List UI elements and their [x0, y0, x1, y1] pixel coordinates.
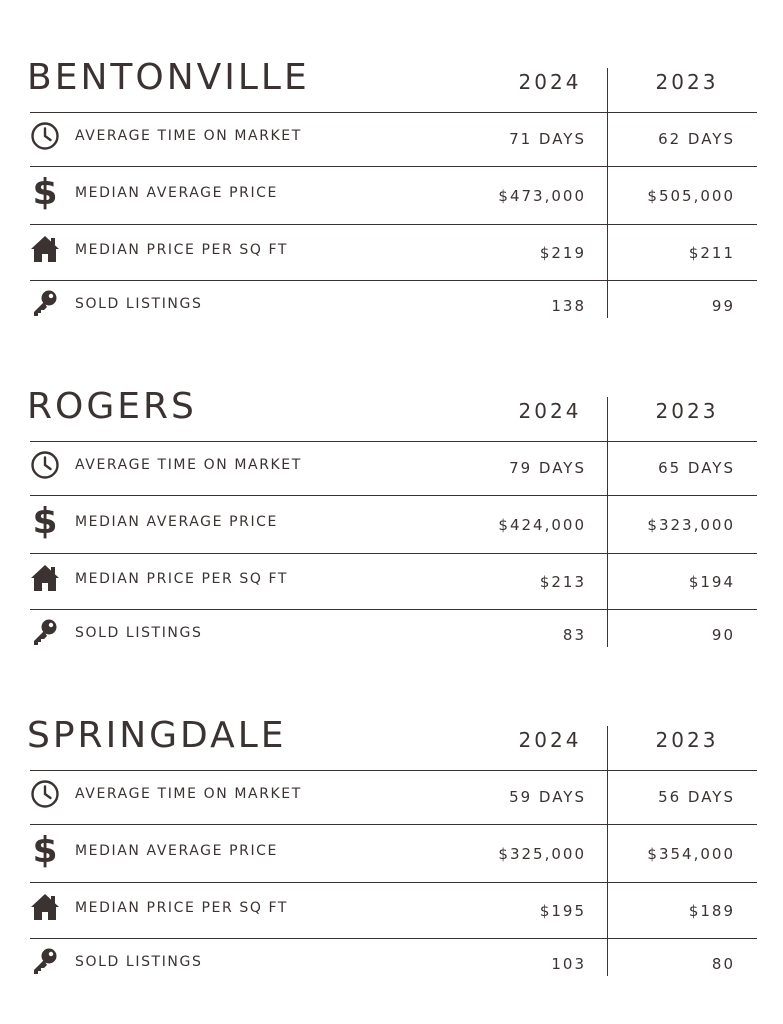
- stat-label: MEDIAN PRICE PER SQ FT: [75, 900, 289, 916]
- stat-value-current: $325,000: [498, 845, 586, 863]
- svg-text:$: $: [32, 831, 58, 869]
- stat-row-time-on-market: [0, 113, 783, 169]
- stat-label: SOLD LISTINGS: [75, 625, 203, 641]
- section-bentonville: [0, 57, 783, 320]
- stat-value-previous: 65 DAYS: [658, 459, 735, 477]
- dollar-icon: [28, 833, 62, 867]
- stat-value-previous: 99: [711, 297, 735, 315]
- stat-value-current: $473,000: [498, 187, 586, 205]
- clock-icon: [28, 448, 62, 482]
- stat-value-previous: $354,000: [647, 845, 735, 863]
- stat-value-previous: $505,000: [647, 187, 735, 205]
- stat-row-sold-listings: [0, 939, 783, 995]
- stat-value-current: 103: [551, 955, 586, 973]
- house-icon: [28, 232, 62, 266]
- stat-label: MEDIAN AVERAGE PRICE: [75, 514, 278, 530]
- stat-row-time-on-market: [0, 442, 783, 498]
- clock-icon: [28, 777, 62, 811]
- stat-label: MEDIAN PRICE PER SQ FT: [75, 242, 289, 258]
- year-header-current: 2024: [518, 399, 582, 423]
- city-title: ROGERS: [27, 386, 197, 427]
- stat-row-median-price: [0, 496, 783, 552]
- key-icon: [28, 615, 62, 649]
- key-icon: [28, 944, 62, 978]
- dollar-icon: [28, 175, 62, 209]
- dollar-icon: [28, 504, 62, 538]
- stat-row-price-per-sqft: [0, 554, 783, 610]
- key-icon: [28, 286, 62, 320]
- stat-label: MEDIAN PRICE PER SQ FT: [75, 571, 289, 587]
- stat-value-current: 83: [562, 626, 586, 644]
- stat-label: AVERAGE TIME ON MARKET: [75, 128, 302, 144]
- svg-text:$: $: [32, 173, 58, 211]
- year-header-previous: 2023: [655, 728, 719, 752]
- stat-row-price-per-sqft: [0, 225, 783, 281]
- stat-label: SOLD LISTINGS: [75, 296, 203, 312]
- stat-value-current: $213: [539, 573, 586, 591]
- stat-row-sold-listings: [0, 281, 783, 337]
- stat-row-median-price: [0, 825, 783, 881]
- stat-value-previous: $189: [688, 902, 735, 920]
- city-title: SPRINGDALE: [27, 715, 287, 756]
- section-rogers: [0, 386, 783, 649]
- stat-value-previous: $211: [688, 244, 735, 262]
- stat-label: MEDIAN AVERAGE PRICE: [75, 843, 278, 859]
- house-icon: [28, 890, 62, 924]
- stat-value-previous: $194: [688, 573, 735, 591]
- stat-row-price-per-sqft: [0, 883, 783, 939]
- year-header-current: 2024: [518, 70, 582, 94]
- stat-row-time-on-market: [0, 771, 783, 827]
- stat-value-previous: 90: [711, 626, 735, 644]
- stat-label: AVERAGE TIME ON MARKET: [75, 457, 302, 473]
- stat-value-current: 71 DAYS: [509, 130, 586, 148]
- stat-value-current: $424,000: [498, 516, 586, 534]
- year-header-previous: 2023: [655, 399, 719, 423]
- stat-label: AVERAGE TIME ON MARKET: [75, 786, 302, 802]
- stat-value-current: $195: [539, 902, 586, 920]
- stat-row-sold-listings: [0, 610, 783, 666]
- stat-value-current: 79 DAYS: [509, 459, 586, 477]
- stat-value-previous: 56 DAYS: [658, 788, 735, 806]
- city-title: BENTONVILLE: [27, 57, 310, 98]
- house-icon: [28, 561, 62, 595]
- year-header-current: 2024: [518, 728, 582, 752]
- stat-value-current: 59 DAYS: [509, 788, 586, 806]
- stat-label: SOLD LISTINGS: [75, 954, 203, 970]
- section-springdale: [0, 715, 783, 978]
- year-header-previous: 2023: [655, 70, 719, 94]
- svg-text:$: $: [32, 502, 58, 540]
- stat-value-current: 138: [551, 297, 586, 315]
- stat-label: MEDIAN AVERAGE PRICE: [75, 185, 278, 201]
- stat-value-current: $219: [539, 244, 586, 262]
- stat-value-previous: 80: [711, 955, 735, 973]
- clock-icon: [28, 119, 62, 153]
- stat-value-previous: $323,000: [647, 516, 735, 534]
- stat-value-previous: 62 DAYS: [658, 130, 735, 148]
- stat-row-median-price: [0, 167, 783, 223]
